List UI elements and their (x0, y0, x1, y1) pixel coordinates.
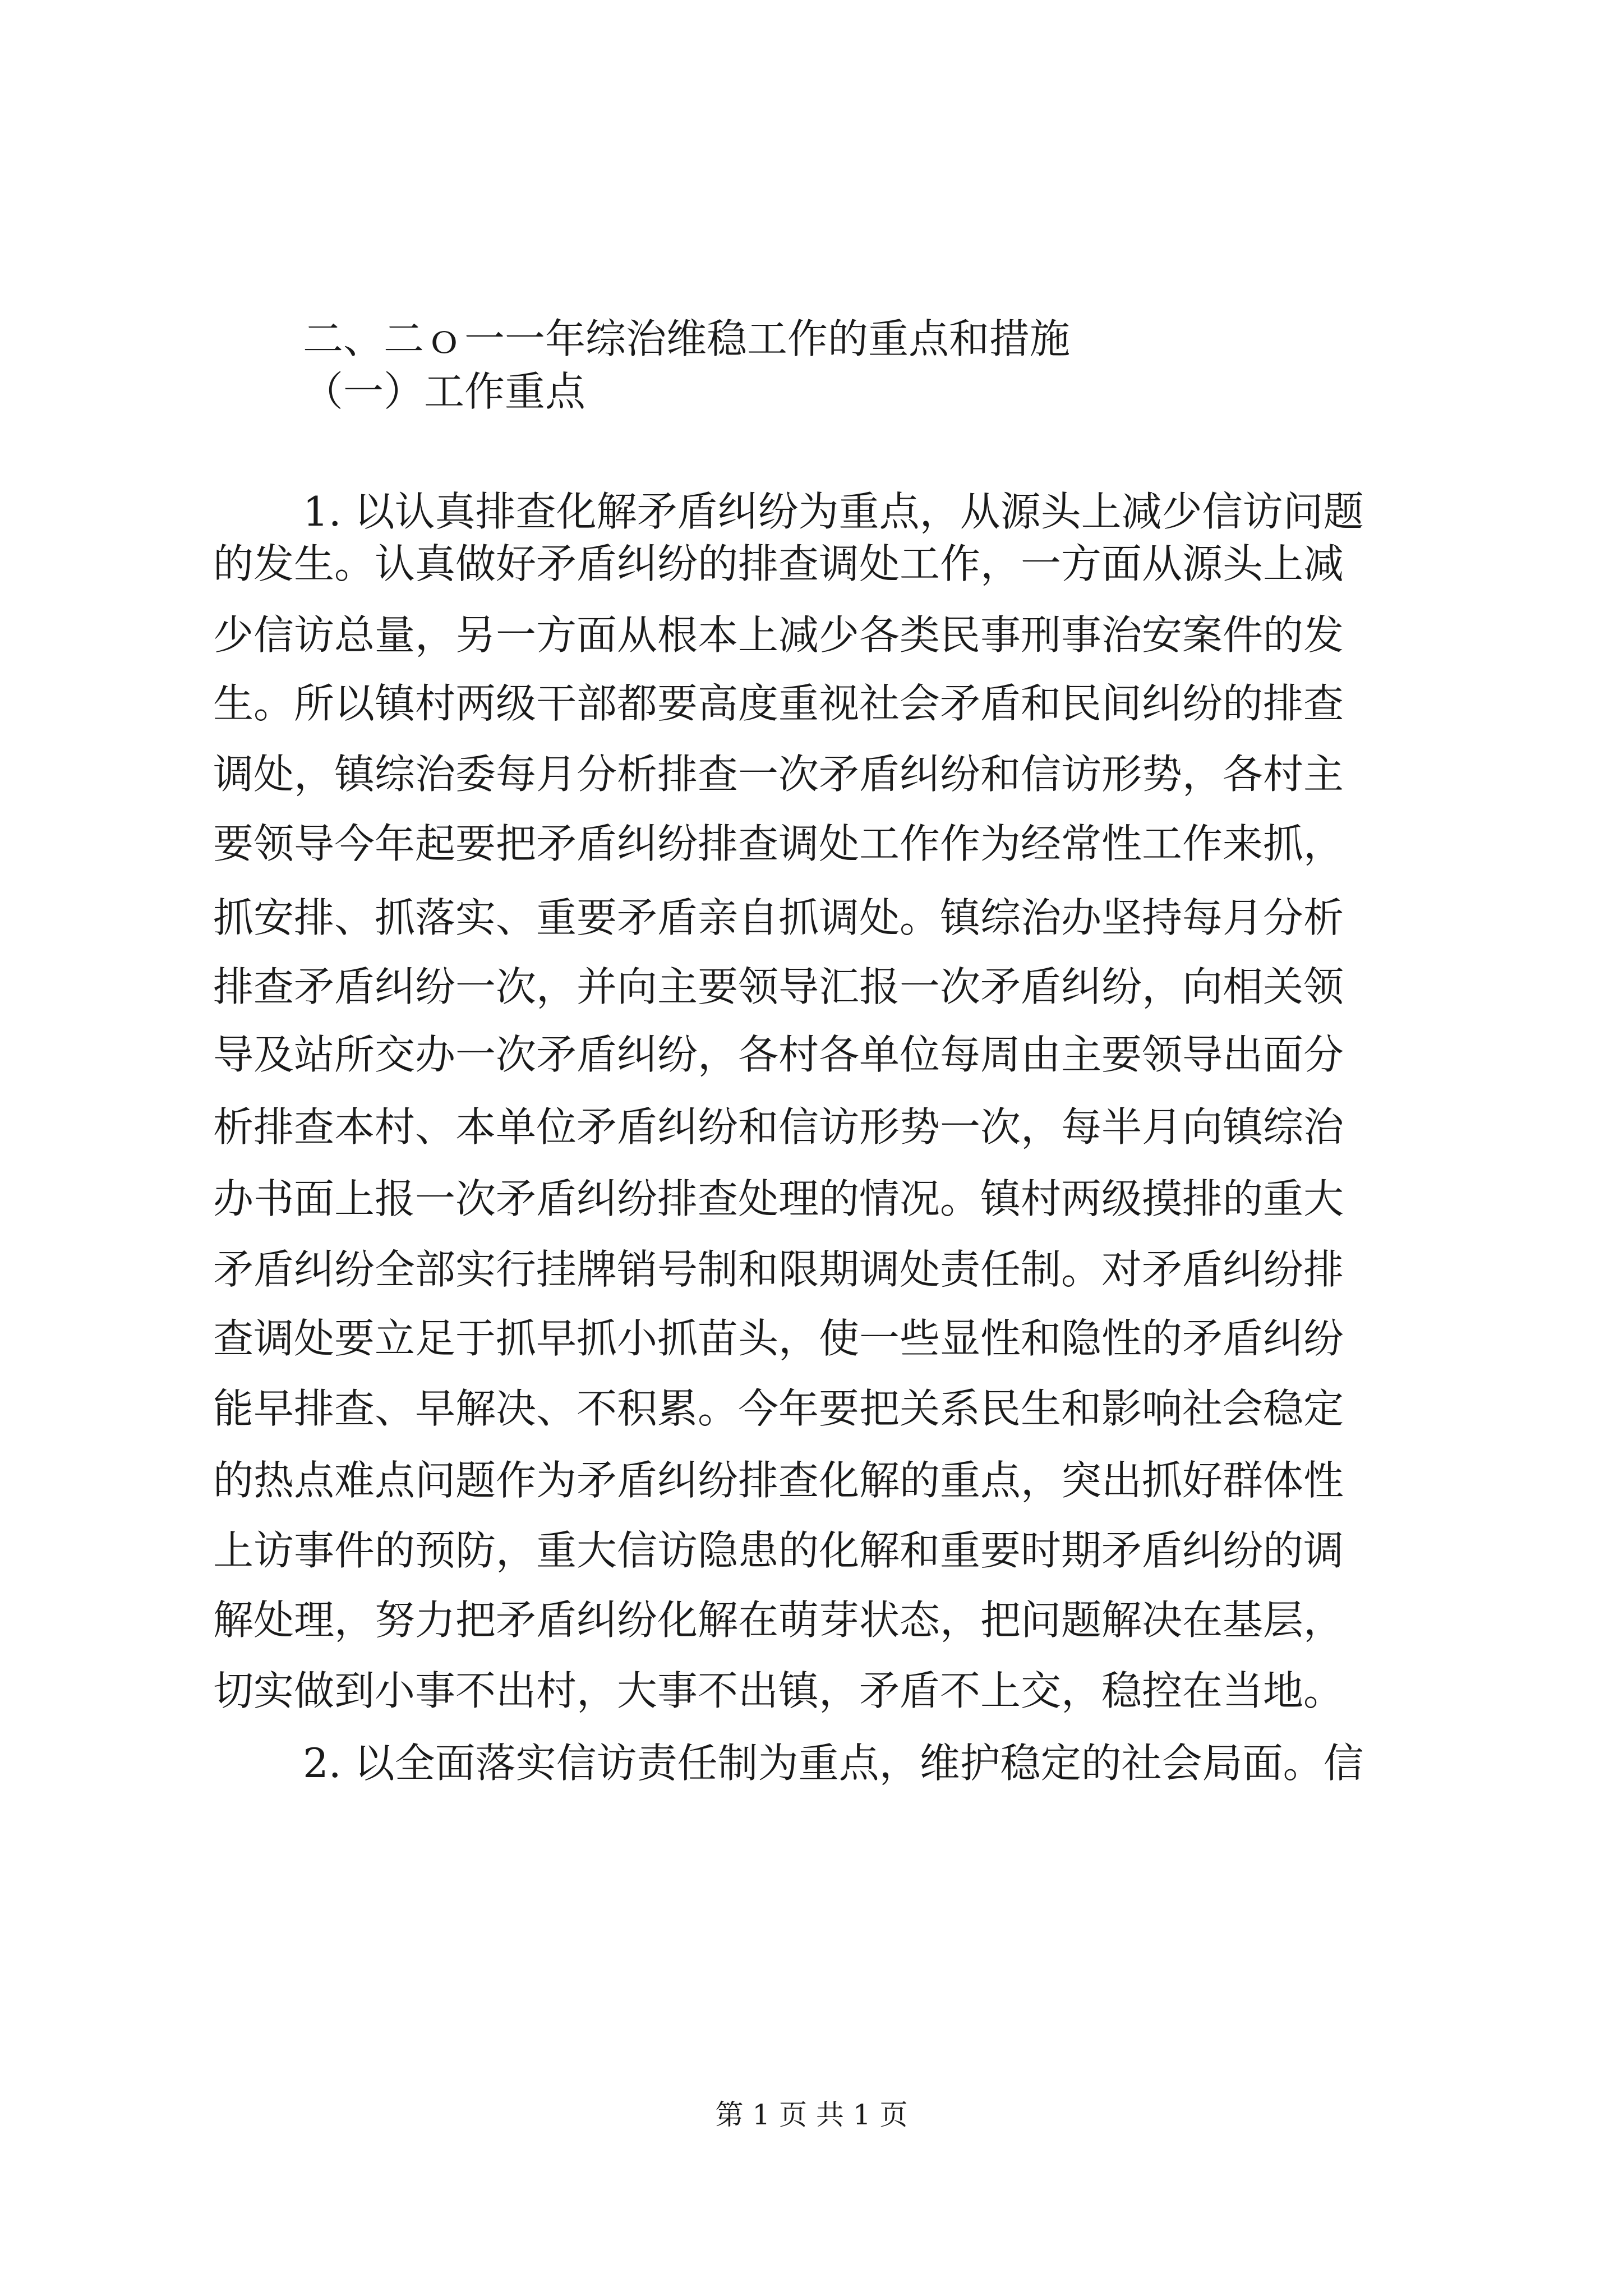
paragraph-line: 的发生。认真做好矛盾纠纷的排查调处工作，一方面从源头上减 (213, 540, 1344, 587)
paragraph-line: 排查矛盾纠纷一次，并向主要领导汇报一次矛盾纠纷，向相关领 (213, 963, 1344, 1010)
paragraph-line: 生。所以镇村两级干部都要高度重视社会矛盾和民间纠纷的排查 (213, 680, 1344, 727)
paragraph-line: 查调处要立足于抓早抓小抓苗头，使一些显性和隐性的矛盾纠纷 (213, 1315, 1344, 1362)
paragraph-line: 能早排查、早解决、不积累。今年要把关系民生和影响社会稳定 (213, 1385, 1344, 1432)
paragraph-line: 矛盾纠纷全部实行挂牌销号制和限期调处责任制。对矛盾纠纷排 (213, 1246, 1344, 1293)
paragraph-line: 解处理，努力把矛盾纠纷化解在萌芽状态，把问题解决在基层， (213, 1596, 1344, 1644)
paragraph-line: 办书面上报一次矛盾纠纷排查处理的情况。镇村两级摸排的重大 (213, 1175, 1344, 1222)
paragraph-line: 2. 以全面落实信访责任制为重点，维护稳定的社会局面。信 (303, 1740, 1364, 1787)
paragraph-line: 抓安排、抓落实、重要矛盾亲自抓调处。镇综治办坚持每月分析 (213, 894, 1344, 941)
paragraph-line: 要领导今年起要把矛盾纠纷排查调处工作作为经常性工作来抓， (213, 820, 1344, 867)
paragraph-line: 调处，镇综治委每月分析排查一次矛盾纠纷和信访形势，各村主 (213, 751, 1344, 798)
section-heading: 二、二ｏ一一年综治维稳工作的重点和措施 (303, 315, 1071, 362)
paragraph-line: 的热点难点问题作为矛盾纠纷排查化解的重点，突出抓好群体性 (213, 1457, 1344, 1504)
paragraph-line: 上访事件的预防，重大信访隐患的化解和重要时期矛盾纠纷的调 (213, 1527, 1344, 1574)
paragraph-line: 析排查本村、本单位矛盾纠纷和信访形势一次，每半月向镇综治 (213, 1103, 1344, 1151)
paragraph-line: 少信访总量，另一方面从根本上减少各类民事刑事治安案件的发 (213, 611, 1344, 659)
page-footer: 第 1 页 共 1 页 (715, 2099, 908, 2131)
paragraph-line: 切实做到小事不出村，大事不出镇，矛盾不上交，稳控在当地。 (213, 1667, 1344, 1714)
paragraph-line: 1. 以认真排查化解矛盾纠纷为重点，从源头上减少信访问题 (303, 488, 1364, 535)
paragraph-line: 导及站所交办一次矛盾纠纷，各村各单位每周由主要领导出面分 (213, 1031, 1344, 1078)
sub-heading: （一）工作重点 (303, 368, 586, 415)
